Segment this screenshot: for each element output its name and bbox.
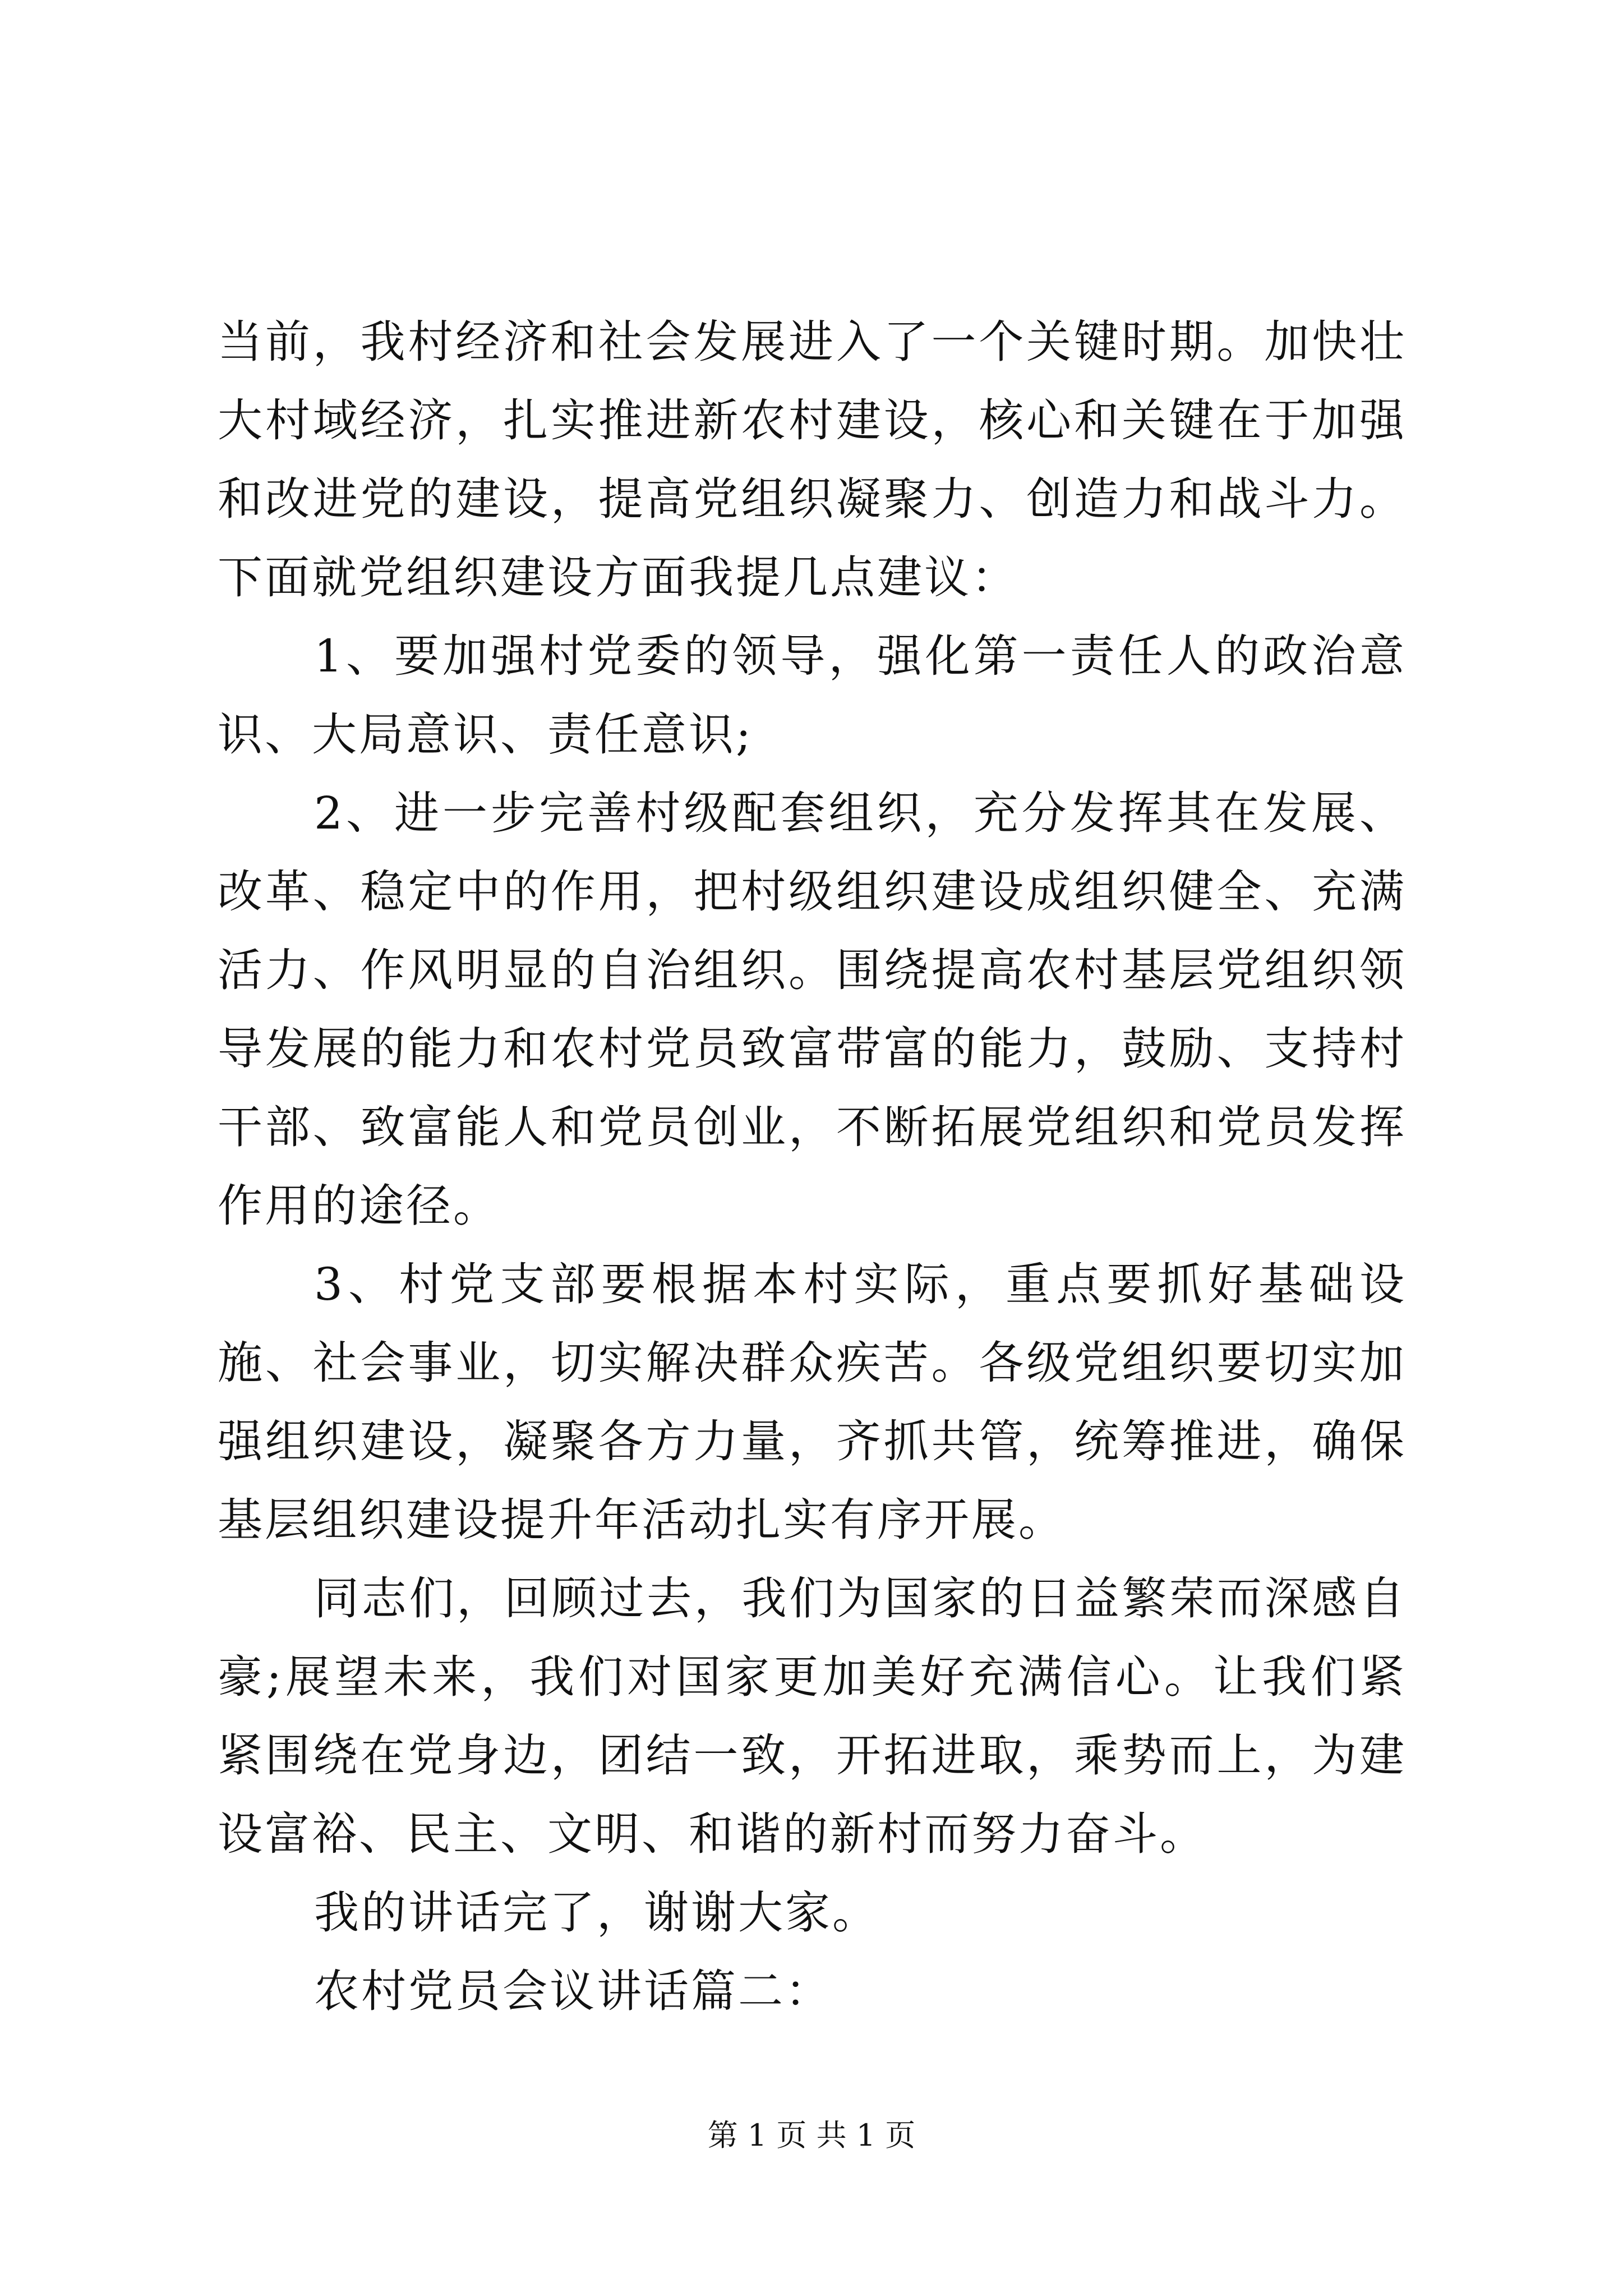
paragraph-item-3: 3、村党支部要根据本村实际，重点要抓好基础设施、社会事业，切实解决群众疾苦。各级党组织要切实加强组织建设，凝聚各方力量，齐抓共管，统筹推进，确保基层组织建设提升年活动扎实有序开展。 [218, 1258, 1407, 1546]
paragraph-thanks: 我的讲话完了，谢谢大家。 [314, 1887, 879, 1939]
paragraph-item-1: 1、要加强村党委的领导，强化第一责任人的政治意识、大局意识、责任意识; [218, 630, 1407, 761]
paragraph-closing: 同志们，回顾过去，我们为国家的日益繁荣而深感自豪;展望未来，我们对国家更加美好充满信心。让我们紧紧围绕在党身边，团结一致，开拓进取，乘势而上，为建设富裕、民主、文明、和谐的新村而努力奋斗。 [218, 1572, 1407, 1860]
paragraph-intro: 当前，我村经济和社会发展进入了一个关键时期。加快壮大村域经济，扎实推进新农村建设，核心和关键在于加强和改进党的建设，提高党组织凝聚力、创造力和战斗力。下面就党组织建设方面我提几点建议： [218, 316, 1407, 604]
paragraph-item-2: 2、进一步完善村级配套组织，充分发挥其在发展、改革、稳定中的作用，把村级组织建设成组织健全、充满活力、作风明显的自治组织。围绕提高农村基层党组织领导发展的能力和农村党员致富带富的能力，鼓励、支持村干部、致富能人和党员创业，不断拓展党组织和党员发挥作用的途径。 [218, 787, 1407, 1232]
paragraph-section-heading: 农村党员会议讲话篇二： [314, 1965, 832, 2017]
page-number-footer: 第 1 页 共 1 页 [707, 2118, 916, 2153]
document-body [218, 303, 1407, 2031]
